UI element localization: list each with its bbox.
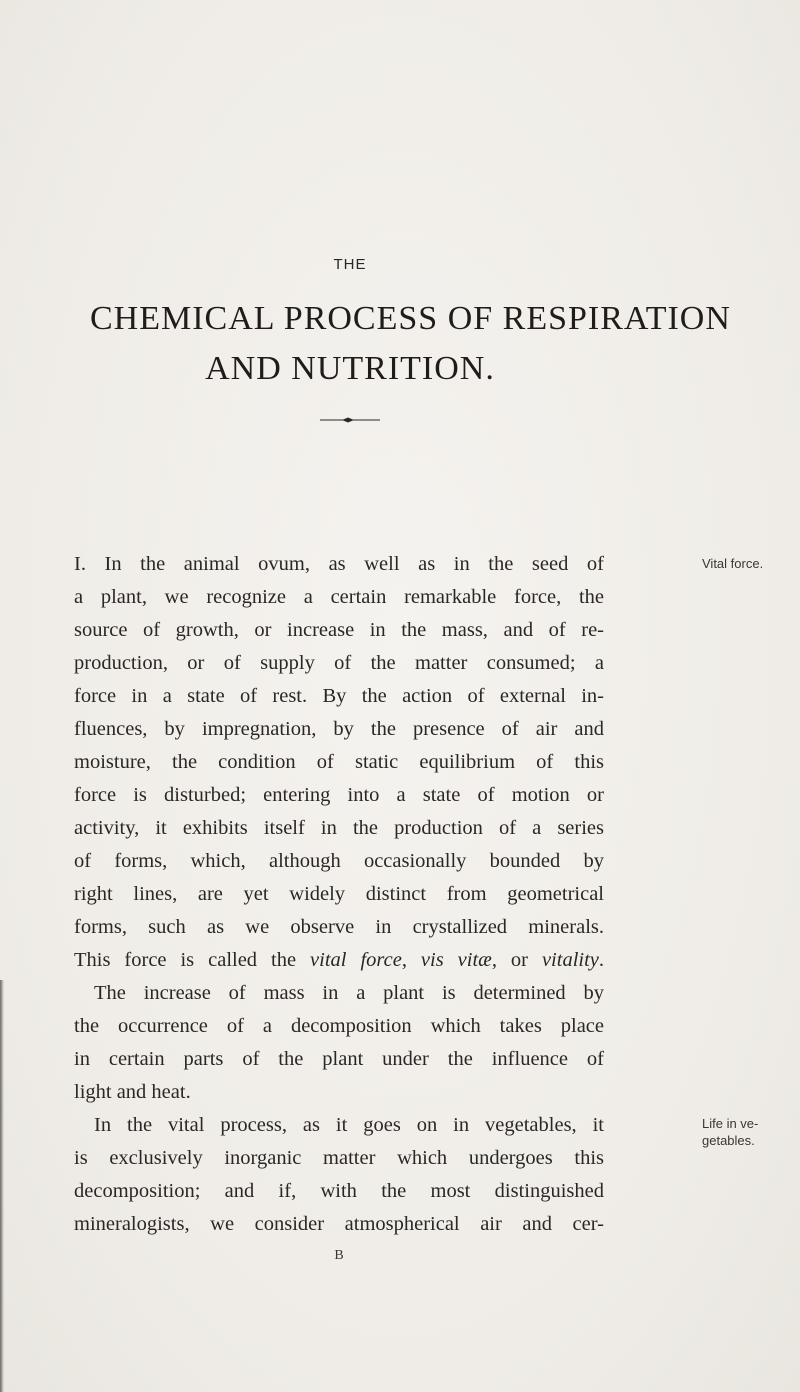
chapter-title-line-2: AND NUTRITION. (205, 350, 495, 387)
text-line-9: activity, it exhibits itself in the production of a series (74, 817, 604, 839)
text-line-2: a plant, we recognize a certain remarkable force, the (74, 586, 604, 608)
text-line-6: fluences, by impregnation, by the presence of air and (74, 718, 604, 740)
text-line-7: moisture, the condition of static equilibrium of this (74, 751, 604, 773)
title-kicker: THE (333, 256, 367, 273)
text-line-16: in certain parts of the plant under the influence of (74, 1048, 604, 1070)
text-line-10: of forms, which, although occasionally bounded by (74, 850, 604, 872)
text-line-14: The increase of mass in a plant is determined by (94, 982, 604, 1004)
line-13-sep-2: , or (491, 949, 542, 971)
margin-note-life-line-1: Life in ve- (702, 1116, 759, 1131)
margin-note-life-line-2: getables. (702, 1133, 755, 1148)
divider-ornament (320, 416, 380, 424)
chapter-title-line-1: CHEMICAL PROCESS OF RESPIRATION (90, 300, 731, 337)
text-line-20: decomposition; and if, with the most distinguished (74, 1180, 604, 1202)
margin-note-vital-force: Vital force. (702, 556, 764, 571)
line-13-end: . (598, 949, 605, 971)
text-line-17: light and heat. (74, 1081, 191, 1103)
text-line-21: mineralogists, we consider atmospherical air and cer- (74, 1213, 604, 1235)
term-vital-force: vital force (310, 949, 402, 971)
line-13-prefix: This force is called the (74, 949, 311, 971)
text-line-1: I. In the animal ovum, as well as in the seed of (74, 553, 604, 575)
term-vitality: vitality (541, 949, 599, 971)
line-13-sep-1: , (401, 949, 421, 971)
text-line-15: the occurrence of a decomposition which takes place (74, 1015, 604, 1037)
text-line-4: production, or of supply of the matter consumed; a (74, 652, 604, 674)
term-vis-vitae: vis vitæ (420, 949, 492, 971)
text-line-12: forms, such as we observe in crystallized minerals. (74, 916, 604, 938)
text-line-5: force in a state of rest. By the action of external in- (74, 685, 604, 707)
page-fold-shadow (0, 980, 4, 1392)
text-line-18: In the vital process, as it goes on in vegetables, it (94, 1114, 604, 1136)
signature-mark: B (334, 1248, 344, 1263)
text-line-11: right lines, are yet widely distinct from geometrical (74, 883, 604, 905)
text-line-13 (74, 944, 604, 977)
text-line-19: is exclusively inorganic matter which undergoes this (74, 1147, 604, 1169)
text-line-3: source of growth, or increase in the mass, and of re- (74, 619, 604, 641)
text-line-8: force is disturbed; entering into a state of motion or (74, 784, 604, 806)
